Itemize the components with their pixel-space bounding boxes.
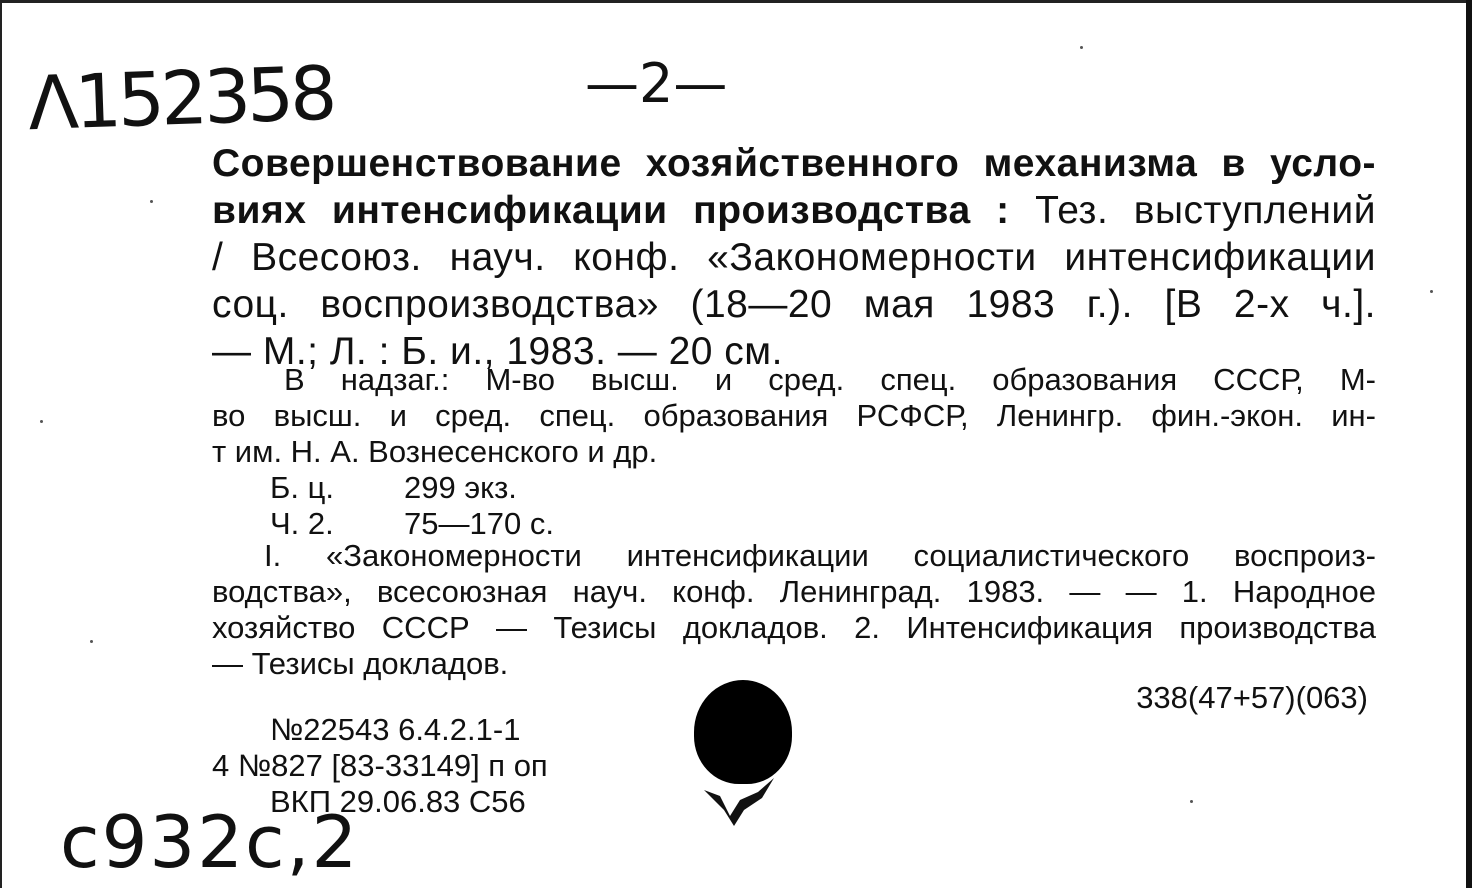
annotation-note	[212, 362, 1376, 470]
punch-hole-tear	[700, 770, 780, 828]
title-line-1: Совершенствование хозяйственного механизма в усло-	[212, 142, 1376, 185]
price-row	[270, 470, 517, 506]
card-left-edge	[0, 0, 2, 888]
ink-speck	[90, 640, 93, 643]
subject-line: — Тезисы докладов.	[212, 646, 509, 681]
part-label: Ч. 2.	[270, 506, 334, 541]
udc-index: 338(47+57)(063)	[1136, 680, 1368, 715]
title-line-2: виях интенсификации производства : Тез. выступлений	[212, 189, 1376, 232]
subject-line: водства», всесоюзная науч. конф. Ленинград. 1983. — — 1. Народное	[212, 574, 1376, 609]
subject-line: I. «Закономерности интенсификации социалистического воспроиз-	[264, 538, 1376, 573]
annotation-line: В надзаг.: М-во высш. и сред. спец. образования СССР, М-	[284, 362, 1376, 397]
part-row	[270, 506, 554, 542]
card-right-edge	[1466, 0, 1472, 888]
ink-speck	[150, 200, 153, 203]
tech-line: №22543 6.4.2.1-1	[270, 712, 521, 747]
title-line-5: — М.; Л. : Б. и., 1983. — 20 см.	[212, 330, 783, 373]
tech-line: ВКП 29.06.83 С56	[270, 784, 526, 819]
punch-hole	[694, 680, 792, 784]
price-value: 299 экз.	[404, 470, 517, 505]
price-label: Б. ц.	[270, 470, 334, 505]
ink-speck	[40, 420, 43, 423]
ink-speck	[1190, 800, 1193, 803]
handwritten-shelf-code: с932с,2	[60, 800, 360, 884]
bibliographic-description	[212, 140, 1376, 375]
handwritten-page-marker: —2—	[585, 52, 728, 115]
handwritten-catalog-number: Λ152358	[26, 50, 335, 148]
annotation-line: т им. Н. А. Вознесенского и др.	[212, 434, 658, 469]
subject-line: хозяйство СССР — Тезисы докладов. 2. Интенсификация производства	[212, 610, 1376, 645]
part-value: 75—170 с.	[404, 506, 554, 541]
title-line-3: / Всесоюз. науч. конф. «Закономерности интенсификации	[212, 236, 1376, 279]
annotation-line: во высш. и сред. спец. образования РСФСР, Ленингр. фин.-экон. ин-	[212, 398, 1376, 433]
title-line-4: соц. воспроизводства» (18—20 мая 1983 г.). [В 2-х ч.].	[212, 283, 1376, 326]
subject-headings	[212, 538, 1376, 682]
card-top-edge	[0, 0, 1472, 3]
ink-speck	[1430, 290, 1433, 293]
tech-line: 4 №827 [83-33149] п оп	[212, 748, 548, 783]
ink-speck	[1080, 46, 1083, 49]
